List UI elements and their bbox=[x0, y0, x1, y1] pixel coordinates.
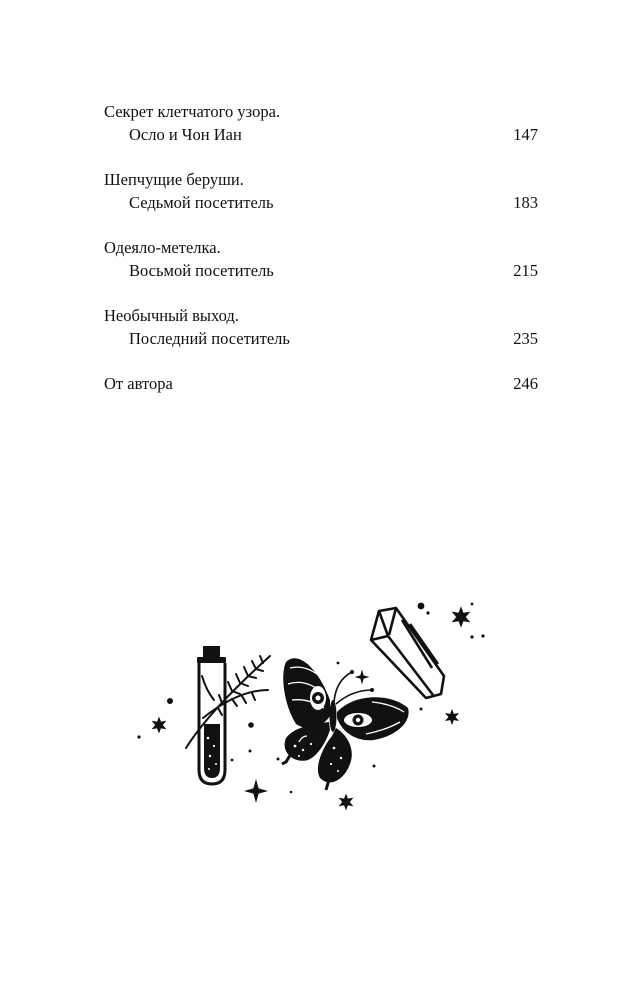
toc-page-number: 147 bbox=[513, 125, 538, 144]
toc-entry-subtitle: Осло и Чон Иан bbox=[129, 125, 242, 144]
toc-entry-title: От автора bbox=[104, 374, 173, 393]
toc-page-number: 215 bbox=[513, 261, 538, 280]
decorative-ornament bbox=[0, 560, 619, 860]
toc-entry-subtitle: Восьмой посетитель bbox=[129, 261, 274, 280]
moth-icon bbox=[282, 658, 409, 790]
toc-entry-title: Шепчущие беруши. bbox=[104, 170, 244, 189]
toc-page-number: 246 bbox=[513, 374, 538, 393]
toc-page-number: 235 bbox=[513, 329, 538, 348]
toc-entry-subtitle: Седьмой посетитель bbox=[129, 193, 274, 212]
toc-entry-title: Одеяло-метелка. bbox=[104, 238, 221, 257]
toc-entry-title: Необычный выход. bbox=[104, 306, 239, 325]
crystal-icon bbox=[371, 608, 444, 698]
toc-entry-title: Секрет клетчатого узора. bbox=[104, 102, 281, 121]
toc-entry-subtitle: Последний посетитель bbox=[129, 329, 290, 348]
toc-page-number: 183 bbox=[513, 193, 538, 212]
